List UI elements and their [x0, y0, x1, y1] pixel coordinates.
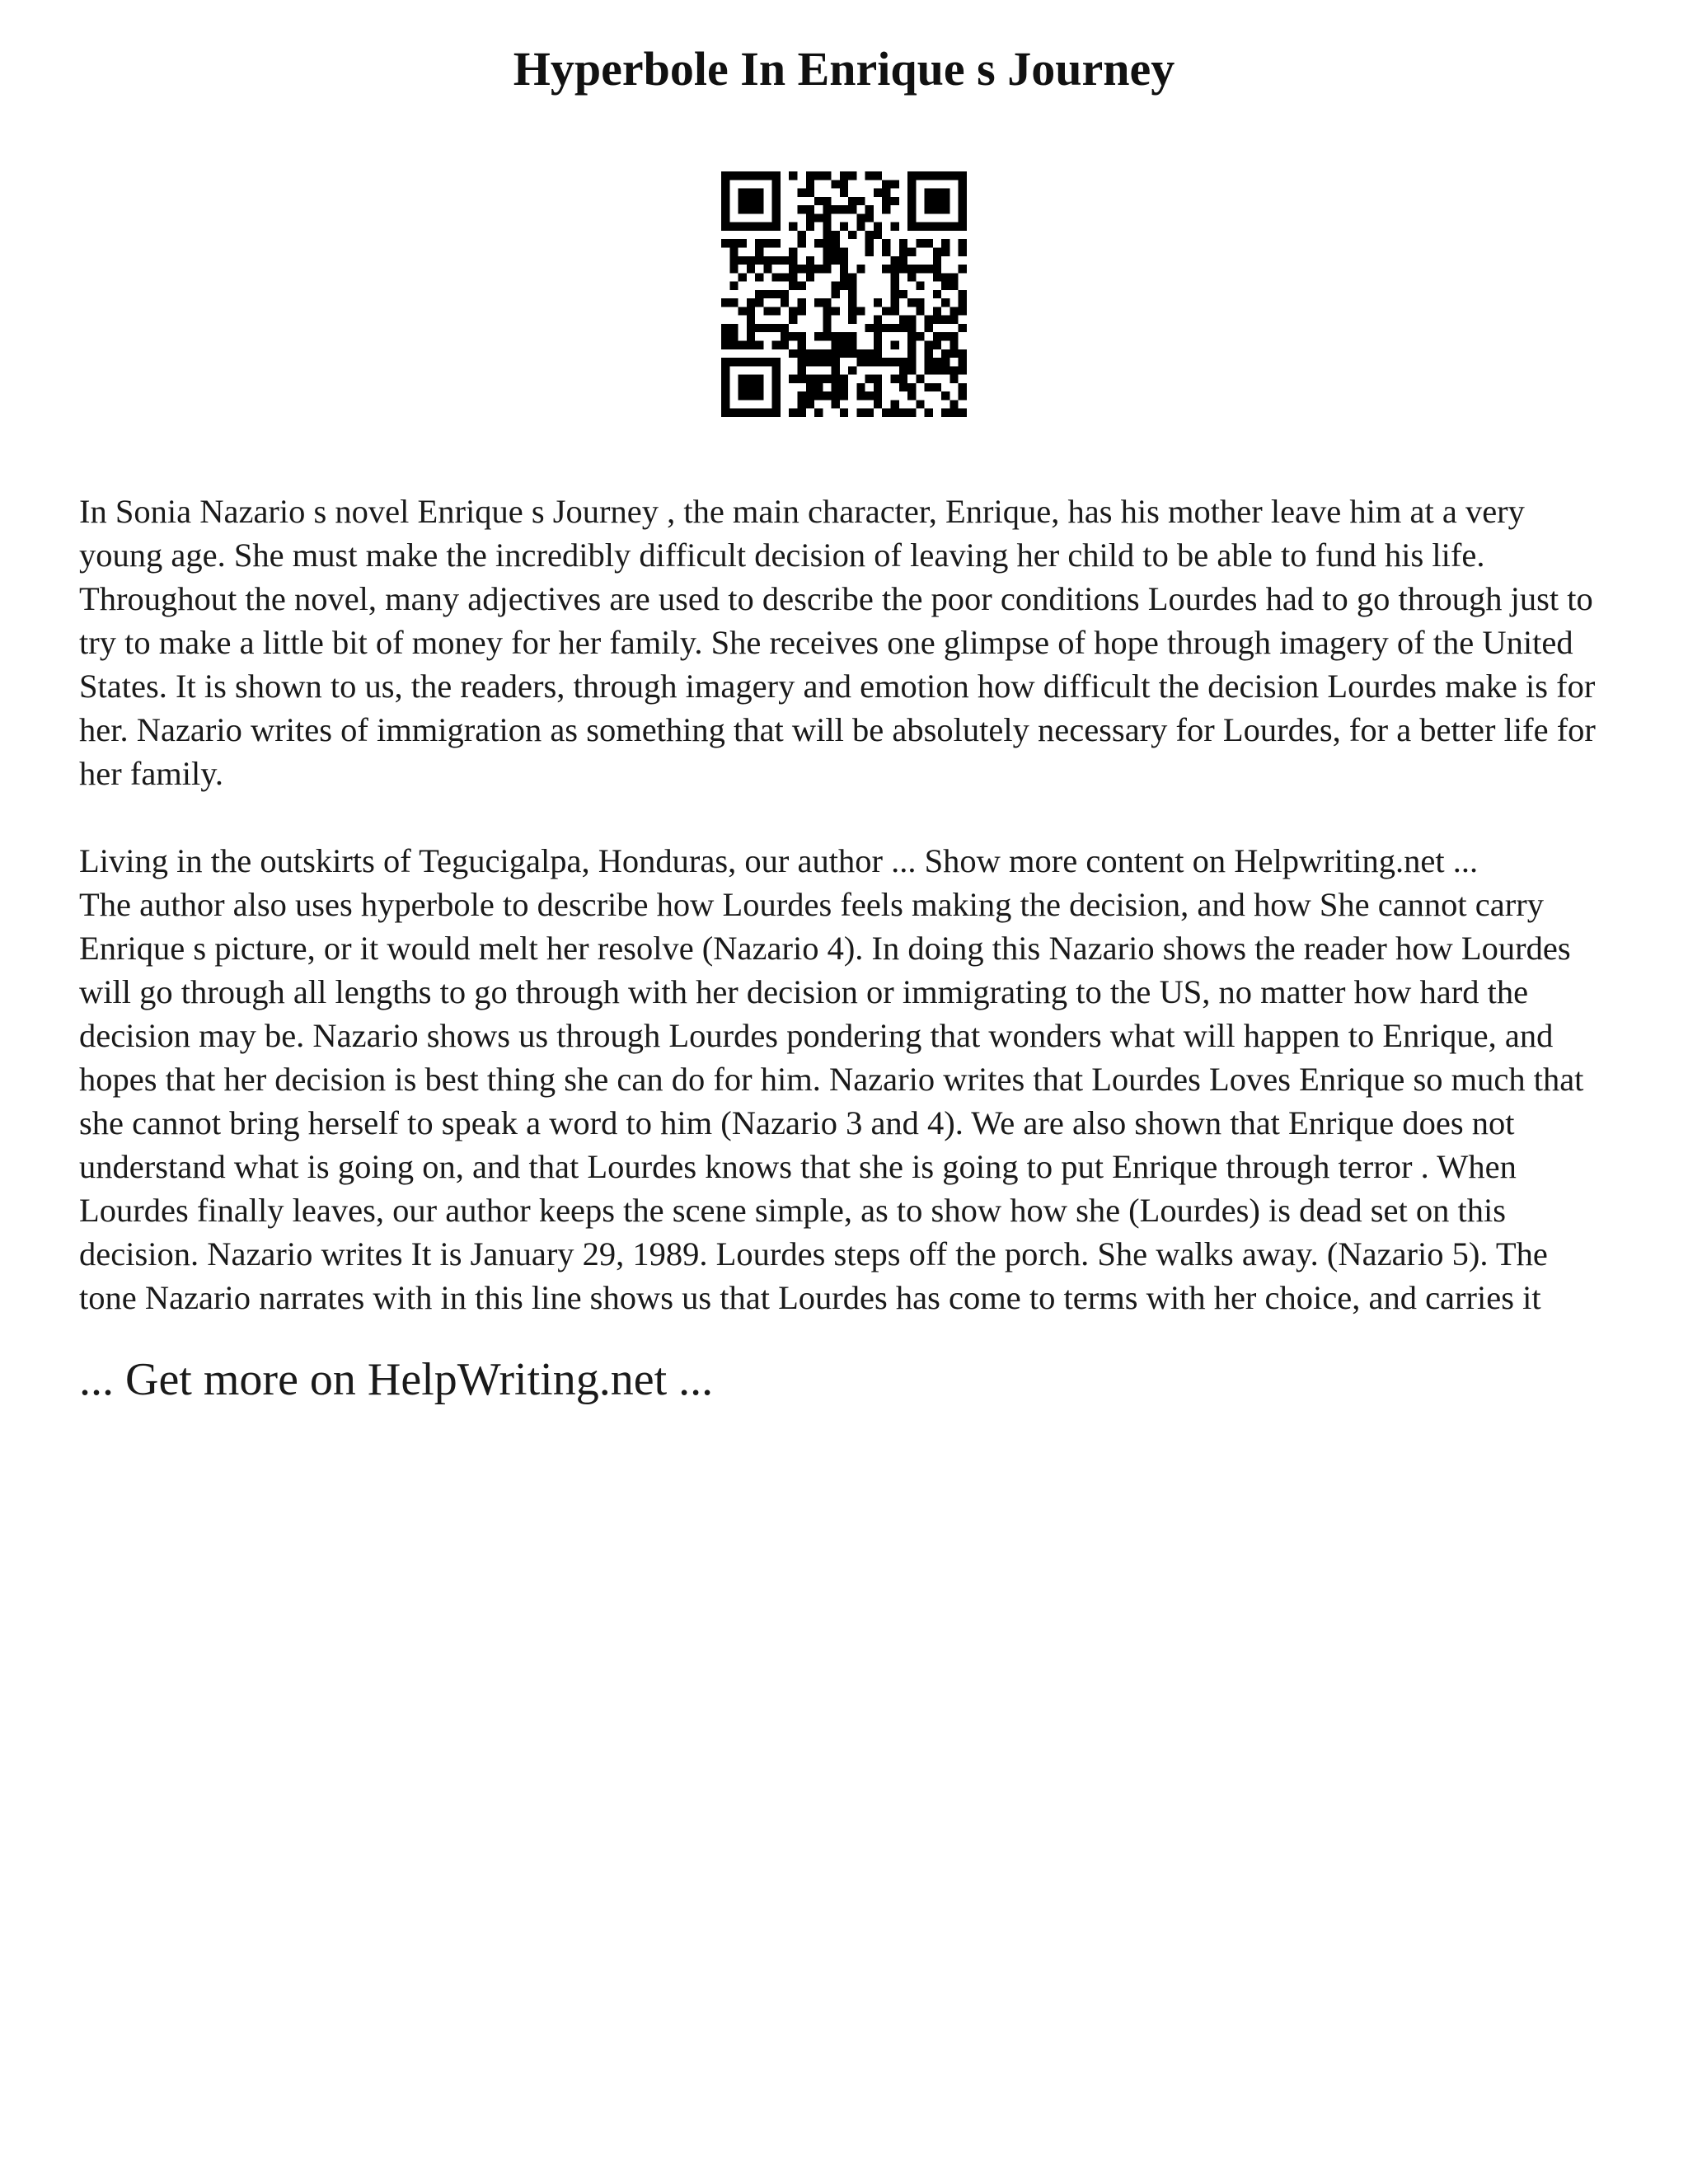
paragraph-analysis: The author also uses hyperbole to describe how Lourdes feels making the decision, and how She cannot carry Enrique s picture, or it would melt her resolve (Nazario 4). In doing this Nazario shows the reader how Lourdes will go through all lengths to go through with her decision or immigrating to the US, no matter how hard the decision may be. Nazario shows us through Lourdes pondering that wonders what will happen to Enrique, and hopes that her decision is best thing she can do for him. Nazario writes that Lourdes Loves Enrique so much that she cannot bring herself to speak a word to him (Nazario 3 and 4). We are also shown that Enrique does not understand what is going on, and that Lourdes knows that she is going to put Enrique through terror . When Lourdes finally leaves, our author keeps the scene simple, as to show how she (Lourdes) is dead set on this decision. Nazario writes It is January 29, 1989. Lourdes steps off the porch. She walks away. (Nazario 5). The tone Nazario narrates with in this line shows us that Lourdes has come to terms with her choice, and carries it — [79, 886, 1584, 1316]
qr-code — [721, 171, 967, 417]
paragraph-intro: In Sonia Nazario s novel Enrique s Journey , the main character, Enrique, has his mother leave him at a very young age. She must make the incredibly difficult decision of leaving her child to be able to fund his life. Throughout the novel, many adjectives are used to describe the poor conditions Lourdes had to go through just to try to make a little bit of money for her family. She receives one glimpse of hope through imagery of the United States. It is shown to us, the readers, through imagery and emotion how difficult the decision Lourdes make is for her. Nazario writes of immigration as something that will be absolutely necessary for Lourdes, for a better life for her family. — [79, 493, 1596, 792]
qr-code-container — [79, 171, 1609, 419]
get-more-link[interactable]: ... Get more on HelpWriting.net ... — [79, 1354, 714, 1405]
page-title: Hyperbole In Enrique s Journey — [513, 42, 1175, 96]
article-body — [79, 490, 1609, 1319]
paragraph-excerpt-teaser: Living in the outskirts of Tegucigalpa, Honduras, our author ... Show more content on Helpwriting.net ... — [79, 842, 1479, 879]
